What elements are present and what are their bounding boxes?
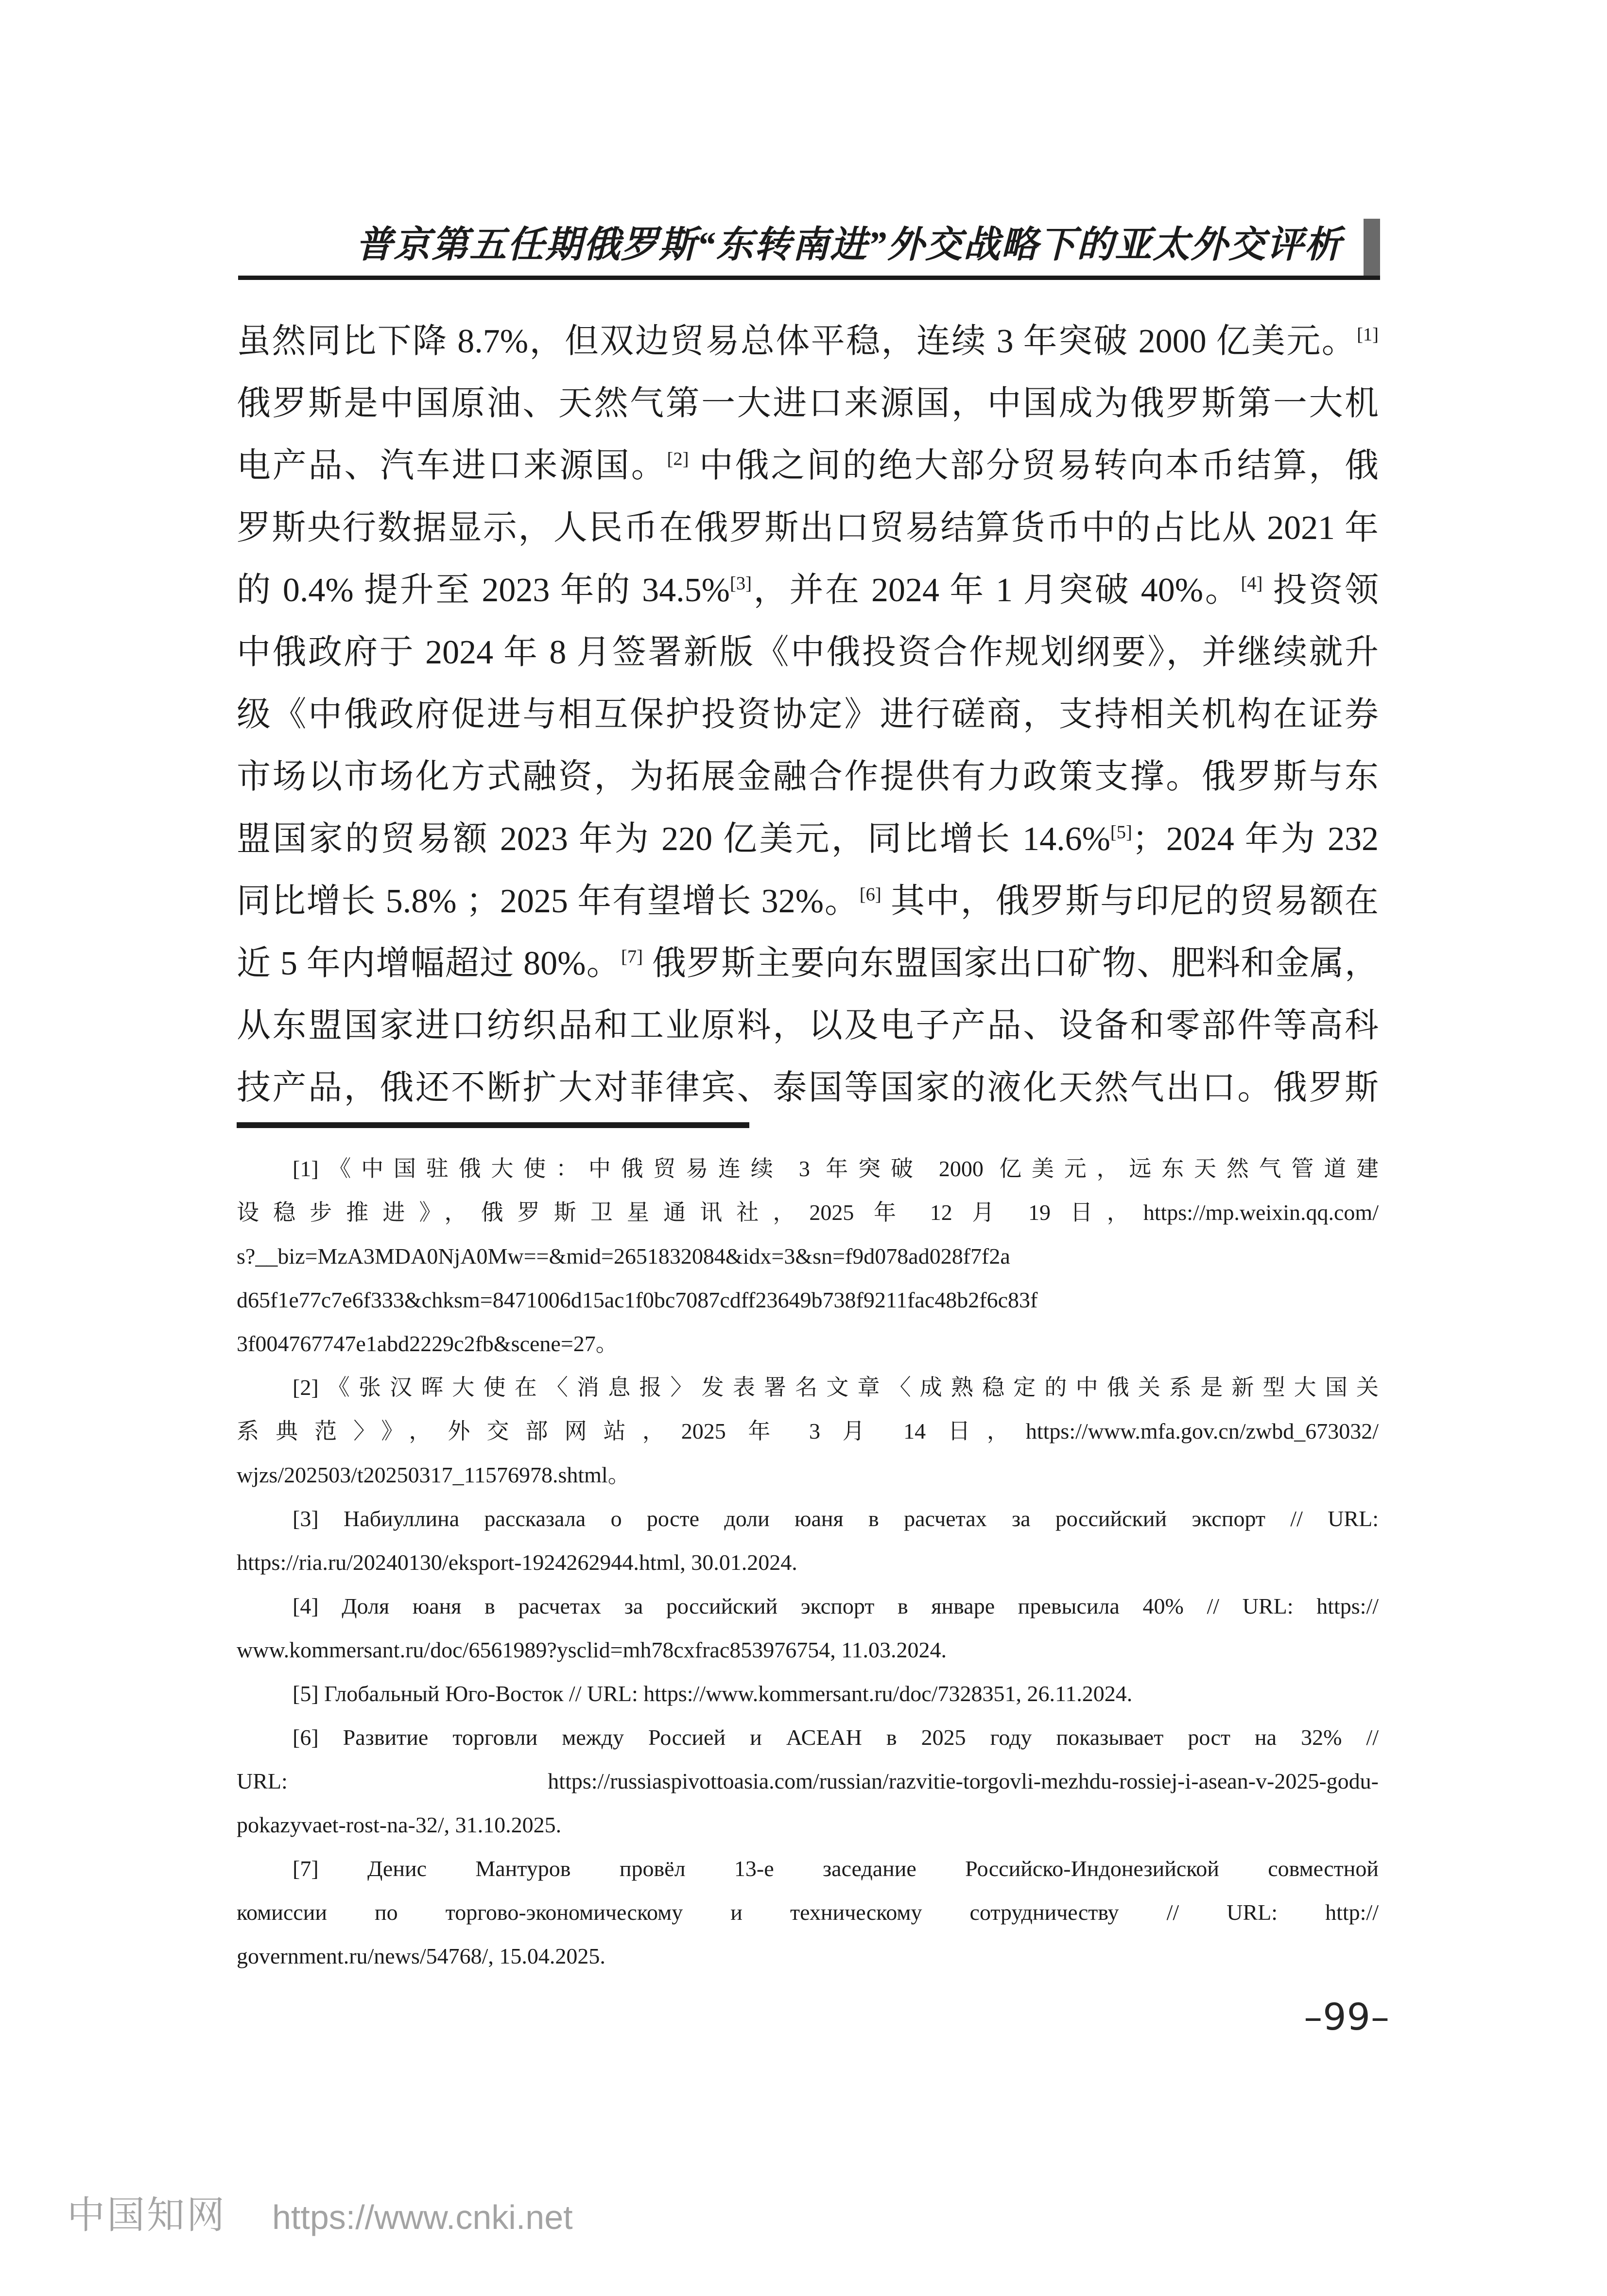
running-head-title: 普京第五任期俄罗斯“东转南进”外交战略下的亚太外交评析 [356, 225, 1342, 265]
footnote-line: 系典范〉》，外交部网站，2025 年 3 月 14 日，https://www.mfa.gov.cn/zwbd_673032/ [237, 1419, 1379, 1444]
header-rule [238, 276, 1380, 280]
footnote-line: [7] Денис Мантуров провёл 13-е заседание Российско-Индонезийской совместной [293, 1856, 1379, 1881]
footnote-ref: [5] [1110, 822, 1132, 843]
cnki-logo-text: 中国知网 [67, 2193, 227, 2236]
footnote-line: https://ria.ru/20240130/eksport-1924262944.html, 30.01.2024. [237, 1550, 797, 1575]
footnotes-list [237, 1147, 1379, 1978]
footnote-line: pokazyvaet-rost-na-32/, 31.10.2025. [237, 1812, 562, 1837]
body-line: 近 5 年内增幅超过 80%。[7] 俄罗斯主要向东盟国家出口矿物、肥料和金属， [237, 945, 1379, 982]
footnote-ref: [2] [667, 449, 689, 470]
footnote-line: wjzs/202503/t20250317_11576978.shtml。 [237, 1462, 630, 1487]
body-line: 虽然同比下降 8.7%，但双边贸易总体平稳，连续 3 年突破 2000 亿美元。[1] [237, 323, 1379, 360]
body-line: 级《中俄政府促进与相互保护投资协定》进行磋商，支持相关机构在证券 [237, 696, 1379, 733]
body-line: 同比增长 5.8% ；2025 年有望增长 32%。[6] 其中，俄罗斯与印尼的贸易额在 [237, 883, 1379, 920]
header-accent-bar [1364, 219, 1380, 278]
body-line: 的 0.4% 提升至 2023 年的 34.5%[3]，并在 2024 年 1 月突破 40%。[4] 投资领 [237, 572, 1379, 609]
footnote-line: [5] Глобальный Юго-Восток // URL: https://www.kommersant.ru/doc/7328351, 26.11.2024. [293, 1681, 1133, 1706]
body-line: 中俄政府于 2024 年 8 月签署新版《中俄投资合作规划纲要》，并继续就升 [237, 634, 1379, 671]
footnote-line: [1]《中国驻俄大使：中俄贸易连续 3 年突破 2000 亿美元，远东天然气管道建 [293, 1156, 1379, 1181]
cnki-url: https://www.cnki.net [272, 2198, 573, 2236]
body-line: 从东盟国家进口纺织品和工业原料，以及电子产品、设备和零部件等高科 [237, 1007, 1379, 1044]
footnote-line: 设稳步推进》，俄罗斯卫星通讯社，2025 年 12 月 19 日，https://mp.weixin.qq.com/ [237, 1200, 1379, 1225]
footnote-line: www.kommersant.ru/doc/6561989?ysclid=mh78cxfrac853976754, 11.03.2024. [237, 1637, 947, 1662]
footnote-ref: [4] [1241, 573, 1263, 594]
footnote-ref: [6] [859, 884, 881, 905]
footnote-line: d65f1e77c7e6f333&chksm=8471006d15ac1f0bc7087cdff23649b738f9211fac48b2f6c83f [237, 1287, 1038, 1312]
footnote-line: URL: https://russiaspivottoasia.com/russian/razvitie-torgovli-mezhdu-rossiej-i-asean-v-2025-godu- [237, 1769, 1379, 1793]
footnote-line: комиссии по торгово-экономическому и техническому сотрудничеству // URL: http:// [237, 1900, 1379, 1925]
footnote-line: [2]《张汉晖大使在〈消息报〉发表署名文章〈成熟稳定的中俄关系是新型大国关 [293, 1375, 1379, 1400]
footnote-line: [6] Развитие торговли между Россией и АСЕАН в 2025 году показывает рост на 32% // [293, 1725, 1379, 1750]
body-line: 盟国家的贸易额 2023 年为 220 亿美元，同比增长 14.6%[5]；2024 年为 232 [237, 820, 1379, 858]
body-line: 电产品、汽车进口来源国。[2] 中俄之间的绝大部分贸易转向本币结算，俄 [237, 447, 1379, 485]
footnote-line: s?__biz=MzA3MDA0NjA0Mw==&mid=2651832084&idx=3&sn=f9d078ad028f7f2a [237, 1244, 1010, 1269]
body-line: 俄罗斯是中国原油、天然气第一大进口来源国，中国成为俄罗斯第一大机 [237, 385, 1379, 422]
footnote-line: 3f004767747e1abd2229c2fb&scene=27。 [237, 1331, 618, 1356]
footnote-ref: [1] [1357, 324, 1379, 345]
body-line: 技产品，俄还不断扩大对菲律宾、泰国等国家的液化天然气出口。俄罗斯 [237, 1069, 1379, 1107]
footnote-separator [237, 1122, 749, 1128]
page-number: –99– [1304, 1995, 1390, 2038]
body-text [237, 311, 1379, 1119]
footnote-ref: [7] [621, 946, 643, 967]
footnote-line: government.ru/news/54768/, 15.04.2025. [237, 1944, 605, 1968]
body-line: 罗斯央行数据显示，人民币在俄罗斯出口贸易结算货币中的占比从 2021 年 [237, 509, 1379, 547]
footnote-ref: [3] [730, 573, 752, 594]
footnote-line: [3] Набиуллина рассказала о росте доли юаня в расчетах за российский экспорт // URL: [293, 1506, 1379, 1531]
body-line: 市场以市场化方式融资，为拓展金融合作提供有力政策支撑。俄罗斯与东 [237, 758, 1379, 796]
footnote-line: [4] Доля юаня в расчетах за российский экспорт в январе превысила 40% // URL: https:// [293, 1594, 1379, 1618]
